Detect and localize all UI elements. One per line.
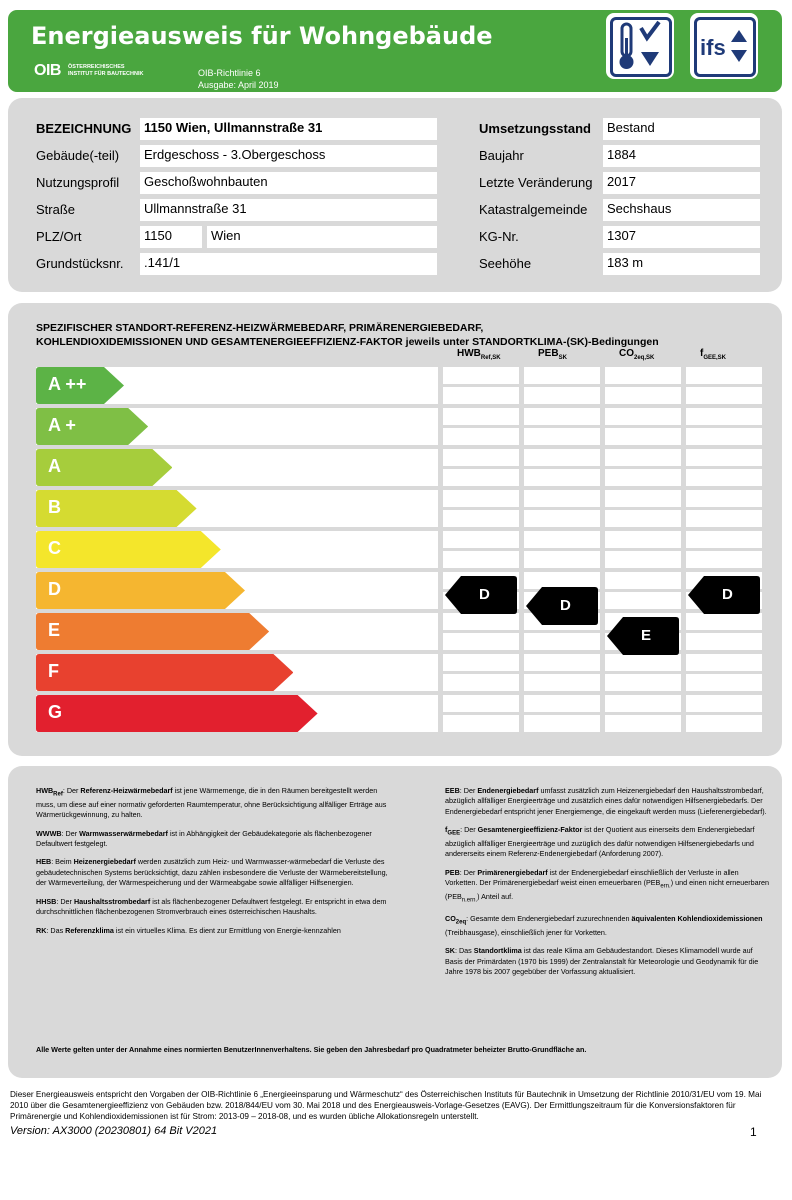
grid-cell (524, 428, 600, 445)
rating-marker-label: D (479, 586, 490, 603)
explanation-paragraph: $CO_{2eq}$: Gesamte dem Endenergiebedarf zuzurechnenden äquivalenten Kohlendioxidemissionen (Treibhausgase), einschließlich jener für Vorketten. (445, 913, 763, 937)
grid-cell (605, 654, 681, 671)
grid-cell (686, 469, 762, 486)
rating-marker (526, 587, 598, 625)
rating-marker-label: D (722, 586, 733, 603)
explanation-paragraph: HEB: Beim Heizenergiebedarf werden zusätzlich zum Heiz- und Warmwasser-wärmebedarf die Verluste des gebäudetechnischen Systems berücksichtigt, dazu zählen insbesondere die Verluste der Wärmebereitstellung, der Wärmeverteilung, der Wärmespeicherung und der Wärmeabgabe sowie allfälliger Hilfsenergien. (36, 857, 388, 888)
grid-cell (443, 695, 519, 712)
energy-class-arrow (36, 408, 148, 445)
grid-cell (524, 531, 600, 548)
grid-cell (605, 531, 681, 548)
building-value: 183 m (603, 253, 760, 275)
grid-cell (686, 408, 762, 425)
rating-marker (688, 576, 760, 614)
grid-cell (686, 367, 762, 384)
energy-class-label: F (48, 661, 59, 681)
thermometer-check-icon (606, 13, 674, 79)
grid-cell (605, 449, 681, 466)
building-value: Geschoßwohnbauten (140, 172, 437, 194)
grid-cell (524, 408, 600, 425)
explanation-right-column (445, 786, 770, 985)
grid-cell (524, 387, 600, 404)
grid-cell (605, 408, 681, 425)
energy-class-arrow (36, 367, 124, 404)
building-label: Umsetzungsstand (479, 121, 591, 136)
energy-class-label: G (48, 702, 63, 722)
energy-class-arrow (36, 531, 221, 568)
building-label: Katastralgemeinde (479, 202, 588, 217)
grid-cell (524, 633, 600, 650)
grid-cell (524, 674, 600, 691)
grid-cell (686, 428, 762, 445)
grid-cell (686, 449, 762, 466)
grid-cell (605, 367, 681, 384)
grid-cell (686, 490, 762, 507)
building-label: Nutzungsprofil (36, 175, 120, 190)
energy-class-arrow (36, 613, 269, 650)
grid-cell (686, 531, 762, 548)
building-value: Ullmannstraße 31 (140, 199, 437, 221)
building-value: 1307 (603, 226, 760, 248)
grid-cell (443, 654, 519, 671)
grid-cell (524, 695, 600, 712)
explanation-paragraph: EEB: Der Endenergiebedarf umfasst zusätzlich zum Heizenergiebedarf den Haushaltsstrombedarf, abzüglich allfälliger Energieerträge und zusätzlich eines dafür notwendigen Hilfsenergiebedarfs. Der Endenergiebedarf entspricht jener Energiemenge, die eingekauft werden muss (Lieferenergiebedarf). (445, 786, 767, 816)
explanation-paragraph: $HWB_{Ref}$: Der Referenz-Heizwärmebedarf ist jene Wärmemenge, die in den Räumen bereitgestellt werden muss, um diese auf einer normativ geforderten Raumtemperatur, ohne Berücksichtigung allfälliger Erträge aus Wärmerückgewinnung, zu halten. (36, 786, 387, 820)
legal-footer: Dieser Energieausweis entspricht den Vorgaben der OIB-Richtlinie 6 „Energieeinsparung und Wärmeschutz“ des Österreichischen Instituts für Bautechnik in Umsetzung der Richtlinie 2010/31/EU vom 19. Mai 2010 über die Gesamtenergieeffizienz von Gebäuden bzw. 2018/844/EU vom 30. Mai 2018 und des Energieausweis-Vorlage-Gesetzes (EAVG). Der Ermittlungszeitraum für die Konversionsfaktoren für Primärenergie und Kohlendioxidemissionen ist für Strom: 2013-09 – 2018-08, und es wurden übliche Allokationsregeln unterstellt. (10, 1090, 762, 1121)
building-value: 2017 (603, 172, 760, 194)
explanation-paragraph: WWWB: Der Warmwasserwärmebedarf ist in Abhängigkeit der Gebäudekategorie als flächenbezogener Defaultwert festgelegt. (36, 828, 372, 849)
energy-class-label: E (48, 620, 61, 640)
grid-cell (443, 551, 519, 568)
document-title: Energieausweis für Wohngebäude (31, 22, 493, 50)
page-number: 1 (750, 1125, 757, 1139)
building-value: 1884 (603, 145, 760, 167)
grid-cell (443, 510, 519, 527)
grid-cell (686, 387, 762, 404)
ifs-logo-text: ifs (700, 35, 726, 60)
grid-cell (524, 469, 600, 486)
grid-cell (686, 654, 762, 671)
energy-class-label: A + (48, 415, 76, 435)
energy-class-label: D (48, 579, 61, 599)
explanation-paragraph: PEB: Der Primärenergiebedarf ist der Endenergiebedarf einschließlich der Verluste in allen Vorketten. Der Primärenergiebedarf weist einen erneuerbaren $(PEB_{ern.})$ und einen nicht erneuerbaren $(PEB_{n.ern.})$ Anteil auf. (445, 867, 769, 904)
building-label: Grundstücksnr. (36, 256, 124, 271)
energy-class-arrow (36, 654, 293, 691)
rating-marker-label: D (560, 597, 571, 614)
grid-cell (524, 367, 600, 384)
grid-cell (443, 674, 519, 691)
building-label: Straße (36, 202, 76, 217)
grid-cell (605, 469, 681, 486)
column-header: $PEB_{SK}$ (538, 348, 567, 361)
building-value-city: Wien (207, 226, 437, 248)
explanation-paragraph: $f_{GEE}$: Der Gesamtenergieeffizienz-Faktor ist der Quotient aus einerseits dem Endenergiebedarf abzüglich allfälliger Energieerträge und zuzüglich des dafür notwendigen Hilfsenergiebedarfs und andererseits einem Referenz-Endenergiebedarf (Anforderung 2007). (445, 825, 755, 859)
building-label: Seehöhe (479, 256, 532, 271)
explanation-paragraph: HHSB: Der Haushaltsstrombedarf ist als flächenbezogener Defaultwert festgelegt. Er entspricht in etwa dem durchschnittlichen flächenbezogenen Stromverbrauch eines österreichischen Haushalts. (36, 896, 387, 917)
grid-cell (443, 531, 519, 548)
grid-cell (686, 551, 762, 568)
explanation-paragraph: SK: Das Standortklima ist das reale Klima am Gebäudestandort. Dieses Klimamodell wurde auf Basis der Primärdaten (1970 bis 1999) der Zentralanstalt für Meteorologie und Geodynamik für die Jahre 1978 bis 2007 gegebüber der Vorfassung aktualisiert. (445, 946, 759, 977)
guideline-name: OIB-Richtlinie 6 (198, 68, 261, 78)
grid-cell (605, 490, 681, 507)
building-label: KG-Nr. (479, 229, 519, 244)
grid-cell (443, 715, 519, 732)
grid-cell (605, 510, 681, 527)
grid-cell (443, 428, 519, 445)
grid-cell (524, 449, 600, 466)
building-label: Baujahr (479, 148, 524, 163)
grid-cell (686, 695, 762, 712)
grid-cell (524, 490, 600, 507)
ifs-logo-icon (690, 13, 758, 79)
explanation-left-column (36, 786, 396, 944)
building-value: 1150 (140, 226, 202, 248)
guideline-edition: Ausgabe: April 2019 (198, 80, 279, 90)
grid-cell (443, 387, 519, 404)
energy-class-label: C (48, 538, 61, 558)
building-value: Sechshaus (603, 199, 760, 221)
oib-logo-subtitle: ÖSTERREICHISCHES INSTITUT FÜR BAUTECHNIK (68, 64, 144, 77)
oib-logo: OIB (34, 62, 61, 79)
software-version: Version: AX3000 (20230801) 64 Bit V2021 (10, 1125, 218, 1137)
grid-cell (605, 572, 681, 589)
grid-cell (524, 654, 600, 671)
grid-cell (686, 510, 762, 527)
grid-cell (443, 408, 519, 425)
guideline-info (198, 67, 279, 91)
grid-cell (443, 613, 519, 630)
explanation-note: Alle Werte gelten unter der Annahme eines normierten BenutzerInnenverhaltens. Sie geben den Jahresbedarf pro Quadratmeter beheizter Brutto-Grundfläche an. (36, 1045, 587, 1054)
grid-cell (443, 469, 519, 486)
grid-cell (605, 428, 681, 445)
energy-class-arrow (36, 490, 197, 527)
grid-cell (524, 715, 600, 732)
grid-cell (443, 449, 519, 466)
energy-class-arrow (36, 449, 172, 486)
grid-cell (605, 387, 681, 404)
building-label: Letzte Veränderung (479, 175, 593, 190)
column-header: $HWB_{Ref,SK}$ (457, 348, 501, 361)
explanation-paragraph: RK: Das Referenzklima ist ein virtuelles Klima. Es dient zur Ermittlung von Energie-kennzahlen (36, 925, 341, 935)
building-label: PLZ/Ort (36, 229, 82, 244)
grid-cell (686, 715, 762, 732)
grid-cell (686, 674, 762, 691)
energy-class-label: A (48, 456, 61, 476)
building-label: Gebäude(-teil) (36, 148, 120, 163)
building-label: BEZEICHNUNG (36, 121, 132, 136)
grid-cell (605, 674, 681, 691)
grid-cell (443, 367, 519, 384)
column-header: $f_{GEE,SK}$ (700, 348, 727, 361)
rating-marker-label: E (641, 627, 652, 644)
grid-cell (605, 715, 681, 732)
rating-title: SPEZIFISCHER STANDORT-REFERENZ-HEIZWÄRMEBEDARF, PRIMÄRENERGIEBEDARF, KOHLENDIOXIDEMISSIONEN UND GESAMTENERGIEEFFIZIENZ-FAKTOR jeweils unter STANDORTKLIMA-(SK)-Bedingungen (36, 322, 659, 348)
grid-cell (686, 633, 762, 650)
grid-cell (443, 633, 519, 650)
grid-cell (443, 490, 519, 507)
grid-cell (605, 695, 681, 712)
building-value: .141/1 (140, 253, 437, 275)
rating-marker (607, 617, 679, 655)
grid-cell (524, 551, 600, 568)
grid-cell (524, 510, 600, 527)
grid-cell (605, 551, 681, 568)
energy-class-arrow (36, 572, 245, 609)
building-value: 1150 Wien, Ullmannstraße 31 (140, 118, 437, 140)
building-value: Bestand (603, 118, 760, 140)
building-value: Erdgeschoss - 3.Obergeschoss (140, 145, 437, 167)
energy-class-label: A ++ (48, 374, 87, 394)
column-header: $CO_{2eq,SK}$ (619, 348, 655, 361)
energy-class-arrow (36, 695, 318, 732)
energy-class-label: B (48, 497, 61, 517)
rating-marker (445, 576, 517, 614)
grid-cell (605, 592, 681, 609)
grid-cell (686, 613, 762, 630)
